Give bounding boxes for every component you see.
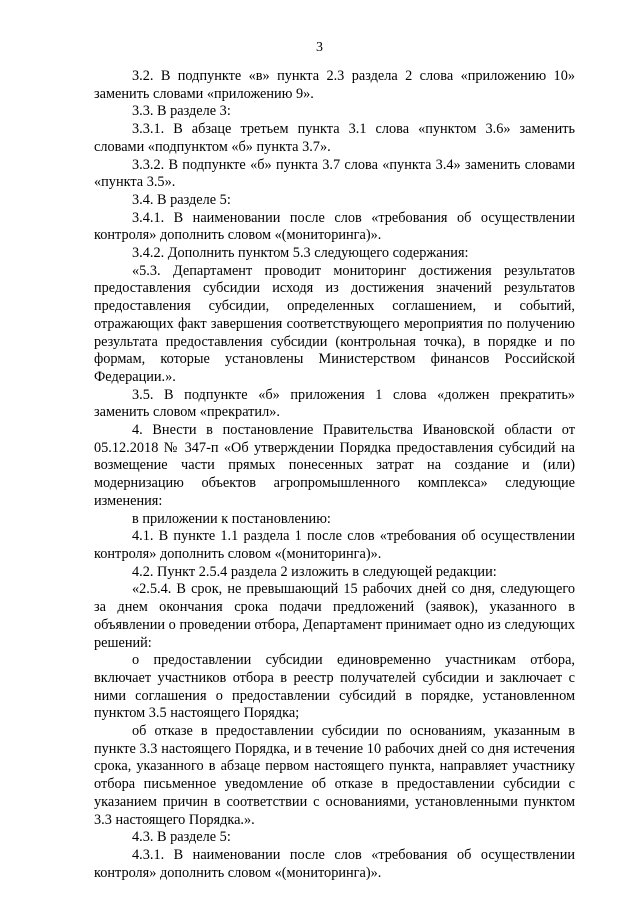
paragraph-2-5-4-quote: «2.5.4. В срок, не превышающий 15 рабочих дней со дня, следующего за днем окончания срока подачи предложений (заявок), указанного в объявлении о проведении отбора, Департамент принимает одно из следующих решений:: [94, 581, 575, 651]
paragraph-3-3: 3.3. В разделе 3:: [132, 103, 231, 120]
paragraph-4-annex: в приложении к постановлению:: [132, 510, 331, 527]
page-number: 3: [316, 40, 323, 55]
paragraph-4-3-1: 4.3.1. В наименовании после слов «требования об осуществлении контроля» дополнить словом «(мониторинга)».: [94, 846, 575, 881]
paragraph-3-2: 3.2. В подпункте «в» пункта 2.3 раздела 2 слова «приложению 10» заменить словами «приложению 9».: [94, 68, 575, 102]
paragraph-3-4-2: 3.4.2. Дополнить пунктом 5.3 следующего содержания:: [132, 245, 469, 262]
paragraph-3-4-1: 3.4.1. В наименовании после слов «требования об осуществлении контроля» дополнить словом «(мониторинга)».: [94, 209, 575, 244]
paragraph-4-1: 4.1. В пункте 1.1 раздела 1 после слов «требования об осуществлении контроля» дополнить словом «(мониторинга)».: [94, 528, 575, 562]
paragraph-4: 4. Внести в постановление Правительства Ивановской области от 05.12.2018 № 347-п «Об утверждении Порядка предоставления субсидий на возмещение части прямых понесенных затрат на создание и (или) модернизацию объектов агропромышленного комплекса» следующие изменения:: [94, 422, 575, 509]
paragraph-4-2: 4.2. Пункт 2.5.4 раздела 2 изложить в следующей редакции:: [132, 563, 497, 580]
paragraph-decision-refuse: об отказе в предоставлении субсидии по основаниям, указанным в пункте 3.3 настоящего Порядка, и в течение 10 рабочих дней со дня истечения срока, указанного в абзаце первом настоящего пункта, направляет участнику отбора письменное уведомление об отказе в предоставлении субсидии с указанием причин в соответствии с основаниями, установленными пунктом 3.3 настоящего Порядка.».: [94, 723, 575, 828]
paragraph-3-3-2: 3.3.2. В подпункте «б» пункта 3.7 слова «пункта 3.4» заменить словами «пункта 3.5».: [94, 156, 575, 191]
paragraph-3-4: 3.4. В разделе 5:: [132, 191, 231, 208]
paragraph-3-5: 3.5. В подпункте «б» приложения 1 слова «должен прекратить» заменить словом «прекратил».: [94, 386, 575, 421]
paragraph-4-3: 4.3. В разделе 5:: [132, 829, 231, 846]
paragraph-3-3-1: 3.3.1. В абзаце третьем пункта 3.1 слова «пунктом 3.6» заменить словами «подпунктом «б» пункта 3.7».: [94, 121, 575, 155]
document-body: [94, 68, 575, 882]
paragraph-decision-grant: о предоставлении субсидии единовременно участникам отбора, включает участников отбора в реестр получателей субсидии и заключает с ними соглашения о предоставлении субсидий в порядке, установленном пунктом 3.5 настоящего Порядка;: [94, 652, 575, 722]
paragraph-5-3-quote: «5.3. Департамент проводит мониторинг достижения результатов предоставления субсидии исходя из достижения значений результатов предоставления субсидии, определенных соглашением, и событий, отражающих факт завершения соответствующего мероприятия по получению результата предоставления субсидии (контрольная точка), в порядке и по формам, которые установлены Министерством финансов Российской Федерации.».: [94, 262, 575, 385]
